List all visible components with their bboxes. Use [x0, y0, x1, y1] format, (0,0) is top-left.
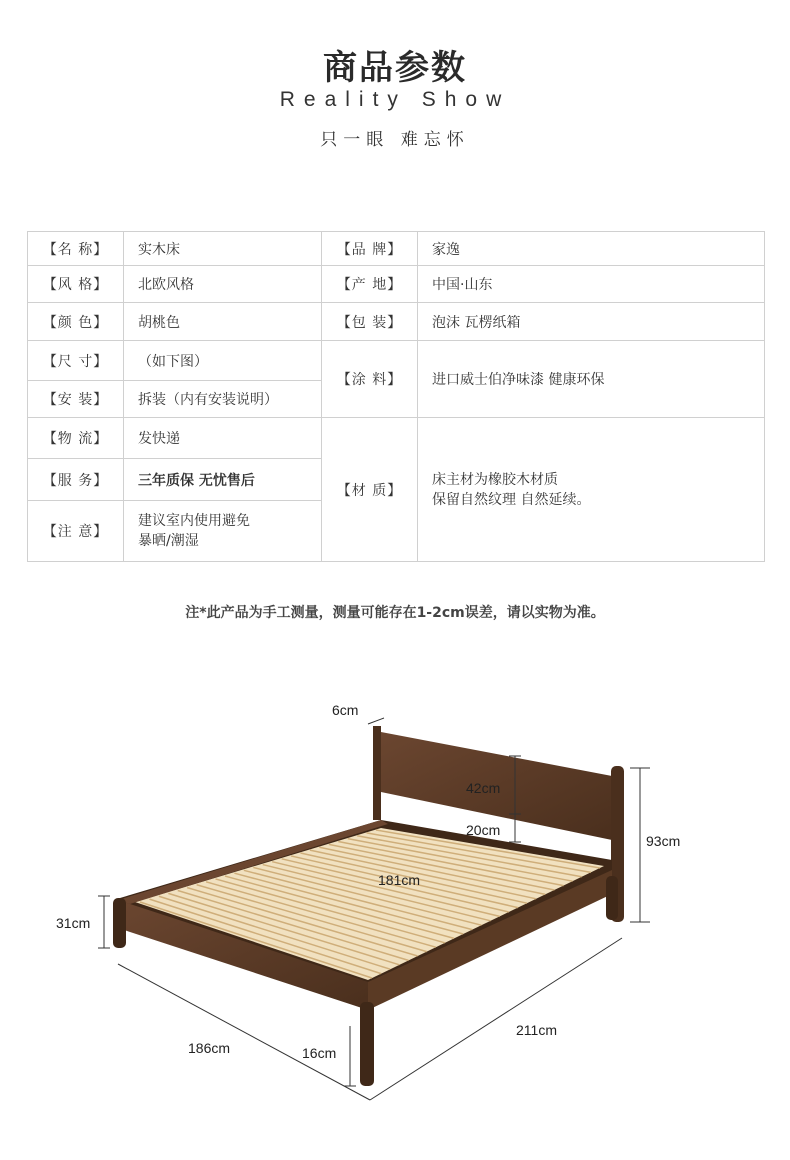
- param-label-package: 【包 装】: [322, 303, 418, 341]
- param-value-logistics: 发快递: [124, 418, 322, 459]
- dim-length: 211cm: [516, 1022, 557, 1038]
- param-value-notice: [124, 501, 322, 562]
- param-label-coating: 【涂 料】: [322, 341, 418, 418]
- params-table: [27, 231, 765, 562]
- dim-headboard-thickness: 6cm: [332, 702, 359, 718]
- measurement-note: 注*此产品为手工测量，测量可能存在1-2cm误差，请以实物为准。: [185, 605, 605, 621]
- table-row: [28, 418, 765, 459]
- param-value-origin: 中国·山东: [418, 266, 765, 303]
- bed-illustration: [0, 680, 790, 1160]
- param-label-origin: 【产 地】: [322, 266, 418, 303]
- param-label-color: 【颜 色】: [28, 303, 124, 341]
- param-label-material: 【材 质】: [322, 418, 418, 562]
- dim-headboard-height: 42cm: [466, 780, 501, 796]
- dim-leg-height: 16cm: [302, 1045, 337, 1061]
- param-value-service: 三年质保 无忧售后: [124, 459, 322, 501]
- page-subtitle: Reality Show: [279, 88, 511, 111]
- table-row: [28, 232, 765, 266]
- table-row: [28, 341, 765, 381]
- param-value-style: 北欧风格: [124, 266, 322, 303]
- param-label-style: 【风 格】: [28, 266, 124, 303]
- param-value-package: 泡沫 瓦楞纸箱: [418, 303, 765, 341]
- param-value-material: [418, 418, 765, 562]
- dim-total-height: 93cm: [646, 833, 681, 849]
- notice-line-1: 建议室内使用避免: [138, 513, 250, 529]
- leg-front-left: [113, 898, 126, 948]
- material-line-2: 保留自然纹理 自然延续。: [432, 491, 591, 508]
- param-label-name: 【名 称】: [28, 232, 124, 266]
- page-title: 商品参数: [323, 48, 467, 88]
- param-value-install: 拆装（内有安装说明）: [124, 381, 322, 418]
- param-label-service: 【服 务】: [28, 459, 124, 501]
- param-label-install: 【安 装】: [28, 381, 124, 418]
- leg-front-right: [360, 1002, 374, 1086]
- dim-width: 186cm: [188, 1040, 231, 1056]
- dim-headboard-gap: 20cm: [466, 822, 501, 838]
- param-value-color: 胡桃色: [124, 303, 322, 341]
- dim-inner-length: 181cm: [378, 872, 421, 888]
- table-row: [28, 303, 765, 341]
- table-row: [28, 266, 765, 303]
- param-value-name: 实木床: [124, 232, 322, 266]
- page-slogan: 只一眼 难忘怀: [320, 130, 470, 150]
- param-value-size: （如下图）: [124, 341, 322, 381]
- param-label-size: 【尺 寸】: [28, 341, 124, 381]
- param-label-notice: 【注 意】: [28, 501, 124, 562]
- param-label-brand: 【品 牌】: [322, 232, 418, 266]
- dim-frame-height: 31cm: [56, 915, 91, 931]
- headboard-left-post: [373, 726, 381, 820]
- param-value-coating: 进口威士伯净味漆 健康环保: [418, 341, 765, 418]
- notice-line-2: 暴晒/潮湿: [138, 533, 199, 549]
- leg-back-right: [606, 876, 618, 920]
- param-value-brand: 家逸: [418, 232, 765, 266]
- material-line-1: 床主材为橡胶木材质: [432, 471, 558, 488]
- param-label-logistics: 【物 流】: [28, 418, 124, 459]
